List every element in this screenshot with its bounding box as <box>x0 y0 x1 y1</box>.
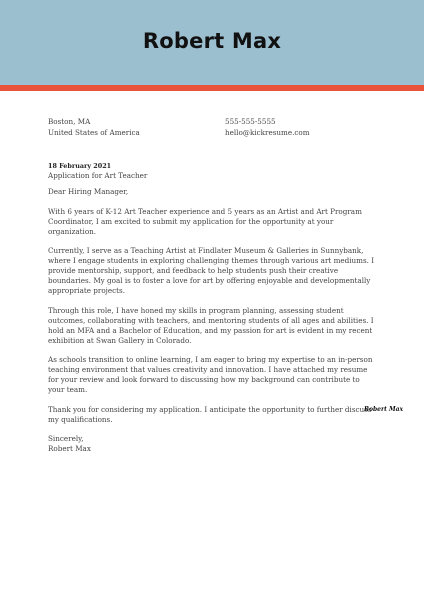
letter-subject: Application for Art Teacher <box>48 171 148 180</box>
paragraph-3: Through this role, I have honed my skills in program planning, assessing student outcomes, collaborating with teachers, and mentoring students of all ages and abilities. I hold an MFA and a Bachelor of Education, and my passion for art is evident in my recent exhibition at Swan Gallery in Colorado. <box>48 305 374 345</box>
address-block <box>48 117 140 138</box>
phone: 555-555-5555 <box>225 117 276 126</box>
paragraph-2: Currently, I serve as a Teaching Artist at Findlater Museum & Galleries in Sunnybank, where I engage students in exploring challenging themes through various art mediums. I provide mentorship, support, and feedback to help students push their creative boundaries. My goal is to foster a love for art by offering enjoyable and developmentally appropriate projects. <box>48 246 375 295</box>
applicant-name: Robert Max <box>142 29 282 53</box>
paragraph-5: Thank you for considering my application. I anticipate the opportunity to further discuss my qualifications. <box>48 404 372 424</box>
country: United States of America <box>48 127 140 137</box>
greeting: Dear Hiring Manager, <box>48 187 129 196</box>
accent-stripe <box>0 85 424 91</box>
letter-date: 18 February 2021 <box>48 162 112 170</box>
contact-block <box>225 117 310 138</box>
paragraph-4: As schools transition to online learning, I am eager to bring my expertise to an in-person teaching environment that values creativity and innovation. I have attached my resume for your review and look forward to discussing how my background can contribute to your team. <box>48 355 373 394</box>
email: hello@kickresume.com <box>225 127 310 137</box>
letter-body <box>48 161 378 454</box>
city: Boston, MA <box>48 117 91 126</box>
header-banner <box>0 0 424 85</box>
closing: Sincerely, <box>48 434 84 443</box>
handwritten-signature: Robert Max <box>364 406 404 413</box>
closing-name: Robert Max <box>48 444 91 453</box>
paragraph-1: With 6 years of K-12 Art Teacher experience and 5 years as an Artist and Art Program Coordinator, I am excited to submit my application for the opportunity at your organization. <box>48 206 362 236</box>
